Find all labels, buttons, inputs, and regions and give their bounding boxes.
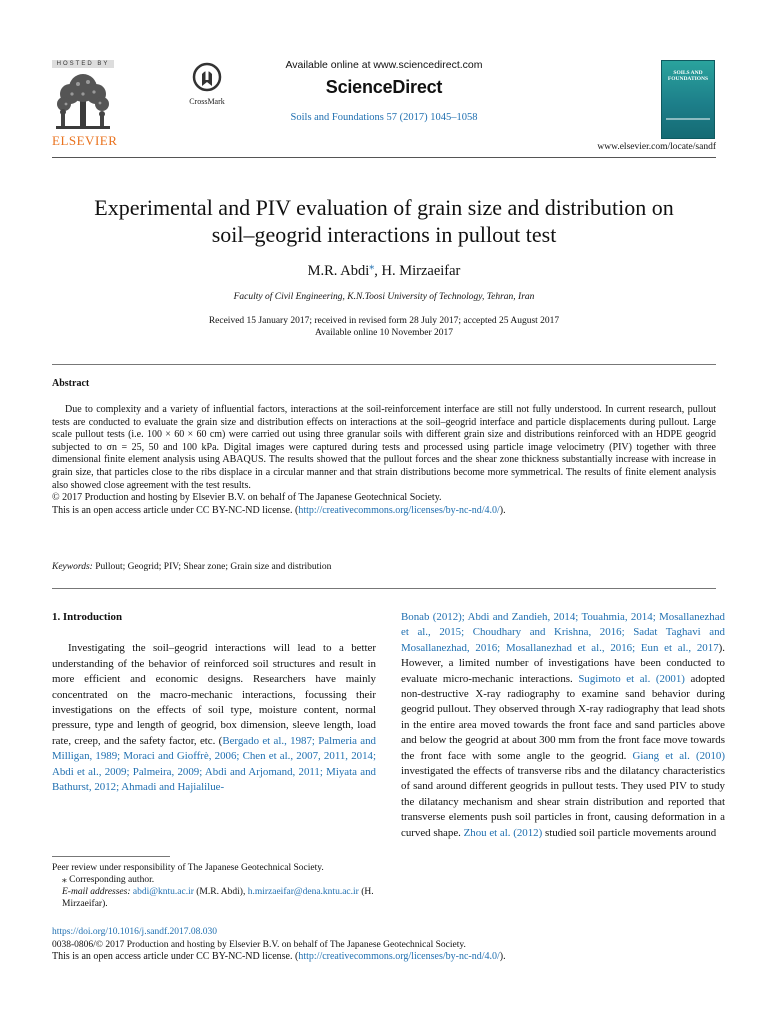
footnotes: [52, 862, 376, 910]
issn-copyright: 0038-0806/© 2017 Production and hosting by Elsevier B.V. on behalf of The Japanese Geotechnical Society.: [52, 939, 466, 950]
crossmark-icon: [192, 62, 222, 96]
author-mirzaeifar[interactable]: H. Mirzaeifar: [381, 262, 461, 279]
abstract-top-rule: [52, 364, 716, 365]
abstract-copyright: © 2017 Production and hosting by Elsevier B.V. on behalf of The Japanese Geotechnical Society.: [52, 492, 442, 504]
intro-text-r1: ). However, a limited number of investigations have been conducted to evaluate micro-mechanic interactions.: [401, 641, 725, 685]
email-link-abdi[interactable]: abdi@kntu.ac.ir: [132, 887, 194, 897]
author-separator: ,: [374, 262, 382, 279]
journal-reference-link[interactable]: Soils and Foundations 57 (2017) 1045–1058: [290, 112, 478, 123]
peer-review-note: Peer review under responsibility of The Japanese Geotechnical Society.: [52, 863, 324, 873]
keywords-text: Pullout; Geogrid; PIV; Shear zone; Grain size and distribution: [95, 562, 332, 572]
keywords-label: Keywords:: [52, 562, 93, 572]
header-rule: [52, 157, 716, 158]
section-heading-introduction: 1. Introduction: [52, 611, 122, 623]
cover-band: [666, 118, 710, 120]
article-history: [52, 315, 716, 339]
keywords-bottom-rule: [52, 588, 716, 589]
crossmark-badge[interactable]: [186, 62, 228, 106]
hosted-by-label: HOSTED BY: [52, 60, 114, 68]
footnote-rule: [52, 856, 170, 857]
sciencedirect-logo[interactable]: ScienceDirect: [325, 77, 443, 97]
keywords: [52, 562, 331, 572]
affiliation: Faculty of Civil Engineering, K.N.Toosi University of Technology, Tehran, Iran: [233, 292, 535, 302]
right-column: [401, 610, 725, 841]
journal-header: [0, 0, 768, 160]
footer-license: [52, 951, 716, 964]
email-note: [52, 886, 376, 910]
footer-license-prefix: This is an open access article under CC BY-NC-ND license. (: [52, 951, 299, 962]
intro-text-a: Investigating the soil–geogrid interactions will lead to a better understanding of the behavior of reinforced soil structures and result in more efficient and economic designs. Researchers have mainly concentrated on the macro-mechanic interactions, focussing their investigations on the effects of soil type, moisture content, normal pressure, type and length of geogrid, box dimension, sleeve length, load rate, creep, and the safety factor, etc. (: [52, 642, 376, 747]
title-line-1: Experimental and PIV evaluation of grain size and distribution on: [94, 195, 674, 220]
title-line-2: soil–geogrid interactions in pullout test: [211, 222, 557, 247]
email-link-mirzaeifar[interactable]: h.mirzaeifar@dena.kntu.ac.ir: [247, 887, 359, 897]
crossmark-label: CrossMark: [189, 97, 225, 106]
author-abdi[interactable]: M.R. Abdi: [307, 262, 370, 279]
journal-cover-thumbnail[interactable]: [661, 60, 715, 139]
citation-group-left[interactable]: Bergado et al., 1987; Palmeria and Milligan, 1989; Moraci and Gioffrè, 2006; Chen et al., 2007, 2011, 2014; Abdi et al., 2009; Palmeira, 2009; Abdi and Arjomand, 2011; Miyata and Bathurst, 2012; Ahmadi and Hajialilue-: [52, 734, 376, 794]
abstract-heading: Abstract: [52, 378, 90, 389]
abstract-license: [52, 505, 716, 518]
intro-paragraph-right: [401, 610, 725, 841]
footer-license-link[interactable]: http://creativecommons.org/licenses/by-nc-nd/4.0/: [298, 951, 500, 962]
corresponding-author-note: ⁎ Corresponding author.: [62, 875, 155, 885]
license-prefix: This is an open access article under CC BY-NC-ND license. (: [52, 504, 299, 516]
license-link[interactable]: http://creativecommons.org/licenses/by-nc-nd/4.0/: [298, 504, 500, 516]
elsevier-tree-icon: [52, 70, 114, 132]
doi-link[interactable]: https://doi.org/10.1016/j.sandf.2017.08.030: [52, 927, 218, 937]
elsevier-wordmark: ELSEVIER: [52, 133, 118, 148]
abstract-body: [52, 404, 716, 517]
cover-title: SOILS AND FOUNDATIONS: [667, 70, 709, 82]
footer-license-suffix: ).: [499, 951, 506, 962]
intro-paragraph-left: [52, 641, 376, 795]
author-list: [52, 261, 716, 280]
email1-name: (M.R. Abdi),: [193, 887, 248, 897]
license-suffix: ).: [499, 504, 506, 516]
intro-text-r3: investigated the effects of transverse ribs and the dilatancy characteristics of sand around different geogrids in pullout tests. They used PIV to study the dilatancy mechanism and shear strain distribution and reported that transverse elements push soil particles in front, causing deformation in a curved shape.: [401, 765, 725, 839]
journal-homepage-url[interactable]: www.elsevier.com/locate/sandf: [597, 142, 716, 152]
email2-name: (H. Mirzaeifar).: [62, 887, 374, 909]
abstract-text: Due to complexity and a variety of influential factors, interactions at the soil-reinforcement interface are still not fully understood. In current research, pullout tests are conducted to evaluate the grain size and distribution effects on interactions at the soil–geogrid interface and particle displacements during pullout. Large scale pullout tests (i.e. 100 × 60 × 60 cm) were carried out using three granular soils with different grain size and distributions reinforced with an HDPE geogrid subjected to σn = 25, 50 and 100 kPa. Digital images were captured during tests and processed using particle image velocimetry (PIV) together with three dimensional finite element analysis using ABAQUS. The results showed that the pullout forces and the shear zone thickness substantially increase with increase in grain size, that particles close to the ribs displace in a circular manner and that strain distributions become more symmetrical. The results of finite element analysis also showed close agreement with the test results.: [52, 404, 716, 491]
elsevier-logo[interactable]: [52, 60, 118, 149]
citation-group-right[interactable]: Bonab (2012); Abdi and Zandieh, 2014; Touahmia, 2014; Mosallanezhad et al., 2015; Choudhary and Krishna, 2016; Sadat Taghavi and Mosallanezhad, 2016; Mosallanezhad et al., 2016; Eun et al., 2017: [401, 611, 725, 654]
citation-zhou[interactable]: Zhou et al. (2012): [463, 826, 543, 839]
article-footer: [52, 926, 716, 964]
email-label: E-mail addresses:: [62, 887, 131, 897]
left-column: [52, 610, 376, 795]
corresponding-author-mark[interactable]: ⁎: [369, 261, 375, 272]
received-dates: Received 15 January 2017; received in revised form 28 July 2017; accepted 25 August 2017: [208, 316, 560, 326]
intro-text-r4: studied soil particle movements around: [542, 826, 717, 839]
publisher-header-center: [250, 59, 518, 123]
article-title: [52, 194, 716, 248]
citation-sugimoto[interactable]: Sugimoto et al. (2001): [578, 672, 685, 685]
available-online-text: Available online at www.sciencedirect.com: [285, 59, 483, 71]
intro-text-r2: adopted non-destructive X-ray radiography to examine sand behavior during geogrid pullout. They observed through X-ray radiography that lead shots in the entire area moved towards the front face and sand particles above and below the geogrid at about 300 mm from the front face move towards the front face with some angle to the geogrid.: [401, 672, 725, 762]
available-online-date: Available online 10 November 2017: [314, 328, 454, 338]
citation-giang[interactable]: Giang et al. (2010): [632, 749, 725, 762]
